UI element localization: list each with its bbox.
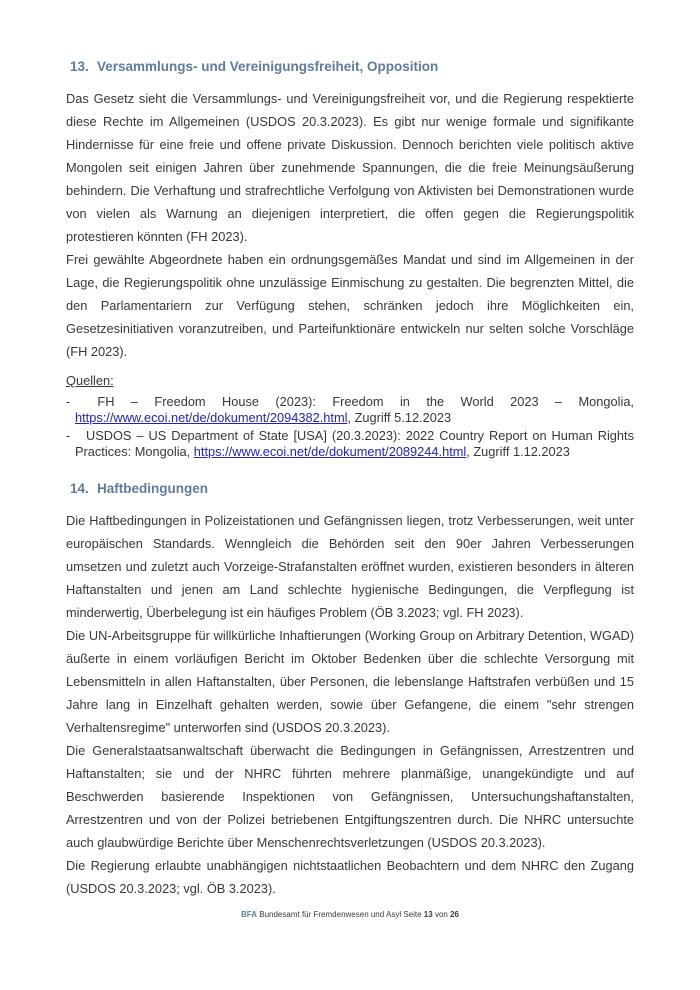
section-14 [66,480,634,900]
section-14-number: 14. [70,481,89,496]
section-14-heading [70,480,634,497]
source-text: USDOS – US Department of State [USA] (20.3.2023): 2022 Country Report on Human Rights Practices: Mongolia, [75,428,634,459]
source-access-date: , Zugriff 1.12.2023 [466,444,570,459]
footer-page-current: 13 [423,910,433,919]
source-link-2089244[interactable]: https://www.ecoi.net/de/dokument/2089244.html [193,444,467,459]
section-13-paragraph-1: Das Gesetz sieht die Versammlungs- und Vereinigungsfreiheit vor, und die Regierung respektierte diese Rechte im Allgemeinen (USDOS 20.3.2023). Es gibt nur wenige formale und signifikante Hindernisse für eine freie und offene private Diskussion. Dennoch berichten viele politisch aktive Mongolen seit einigen Jahren über zunehmende Spannungen, die die freie Meinungsäußerung behindern. Die Verhaftung und strafrechtliche Verfolgung von Aktivisten bei Demonstrationen wurde von vielen als Warnung an diejenigen interpretiert, die offen gegen die Regierungspolitik protestieren könnten (FH 2023). [66,91,634,244]
bfa-logo: BFA [241,910,258,919]
section-14-paragraph-1: Die Haftbedingungen in Polizeistationen und Gefängnissen liegen, trotz Verbesserungen, weit unter europäischen Standards. Wenngleich die Behörden seit den 90er Jahren Verbesserungen umsetzen und zuletzt auch Vorzeige-Strafanstalten eröffnet wurden, existieren besonders in älteren Haftanstalten und jenen am Land schlechte hygienische Bedingungen, die Verpflegung ist minderwertig, Überbelegung ist ein häufiges Problem (ÖB 3.2023; vgl. FH 2023). [66,513,634,620]
section-13 [66,58,634,460]
section-13-number: 13. [70,59,89,74]
source-text: FH – Freedom House (2023): Freedom in the World 2023 – Mongolia, [97,394,634,409]
section-14-paragraph-4: Die Regierung erlaubte unabhängigen nichtstaatlichen Beobachtern und dem NHRC den Zugang (USDOS 20.3.2023; vgl. ÖB 3.2023). [66,858,634,896]
section-13-heading [70,58,634,75]
sources-label: Quellen: [66,373,114,388]
section-13-paragraph-2: Frei gewählte Abgeordnete haben ein ordnungsgemäßes Mandat und sind im Allgemeinen in der Lage, die Regierungspolitik ohne unzulässige Einmischung zu gestalten. Die begrenzten Mittel, die den Parlamentariern zur Verfügung stehen, schränken jedoch ihre Möglichkeiten ein, Gesetzesinitiativen voranzutreiben, und Parteifunktionäre entwickeln nur selten solche Vorschläge (FH 2023). [66,252,634,359]
source-access-date: , Zugriff 5.12.2023 [347,410,452,425]
footer-of-text: von [434,910,448,919]
page-footer [0,910,700,920]
section-13-title: Versammlungs- und Vereinigungsfreiheit, Opposition [97,59,439,74]
footer-office-text: Bundesamt für Fremdenwesen und Asyl Seite [259,910,422,919]
section-14-paragraph-2: Die UN-Arbeitsgruppe für willkürliche Inhaftierungen (Working Group on Arbitrary Detention, WGAD) äußerte in einem vorläufigen Bericht im Oktober Bedenken über die schlechte Versorgung mit Lebensmitteln in allen Haftanstalten, über Personen, die lebenslange Haftstrafen verbüßen und 15 Jahre lang in Einzelhaft gehalten werden, sowie über Gefangene, die einem "sehr strengen Verhaltensregime" unterworfen sind (USDOS 20.3.2023). [66,628,634,735]
source-item-usdos [66,428,634,460]
footer-page-total: 26 [450,910,459,919]
source-link-2094382[interactable]: https://www.ecoi.net/de/dokument/2094382.html [75,410,348,425]
bullet-dash: - [66,428,71,443]
source-item-fh [66,394,634,426]
sources-block [66,373,634,460]
section-14-title: Haftbedingungen [97,481,208,496]
bullet-dash: - [66,394,71,409]
section-14-paragraph-3: Die Generalstaatsanwaltschaft überwacht die Bedingungen in Gefängnissen, Arrestzentren und Haftanstalten; sie und der NHRC führten mehrere planmäßige, unangekündigte und auf Beschwerden basierende Inspektionen von Gefängnissen, Untersuchungshaftanstalten, Arrestzentren und von der Polizei betriebenen Entgiftungszentren durch. Die NHRC untersuchte auch glaubwürdige Berichte über Menschenrechtsverletzungen (USDOS 20.3.2023). [66,743,634,850]
